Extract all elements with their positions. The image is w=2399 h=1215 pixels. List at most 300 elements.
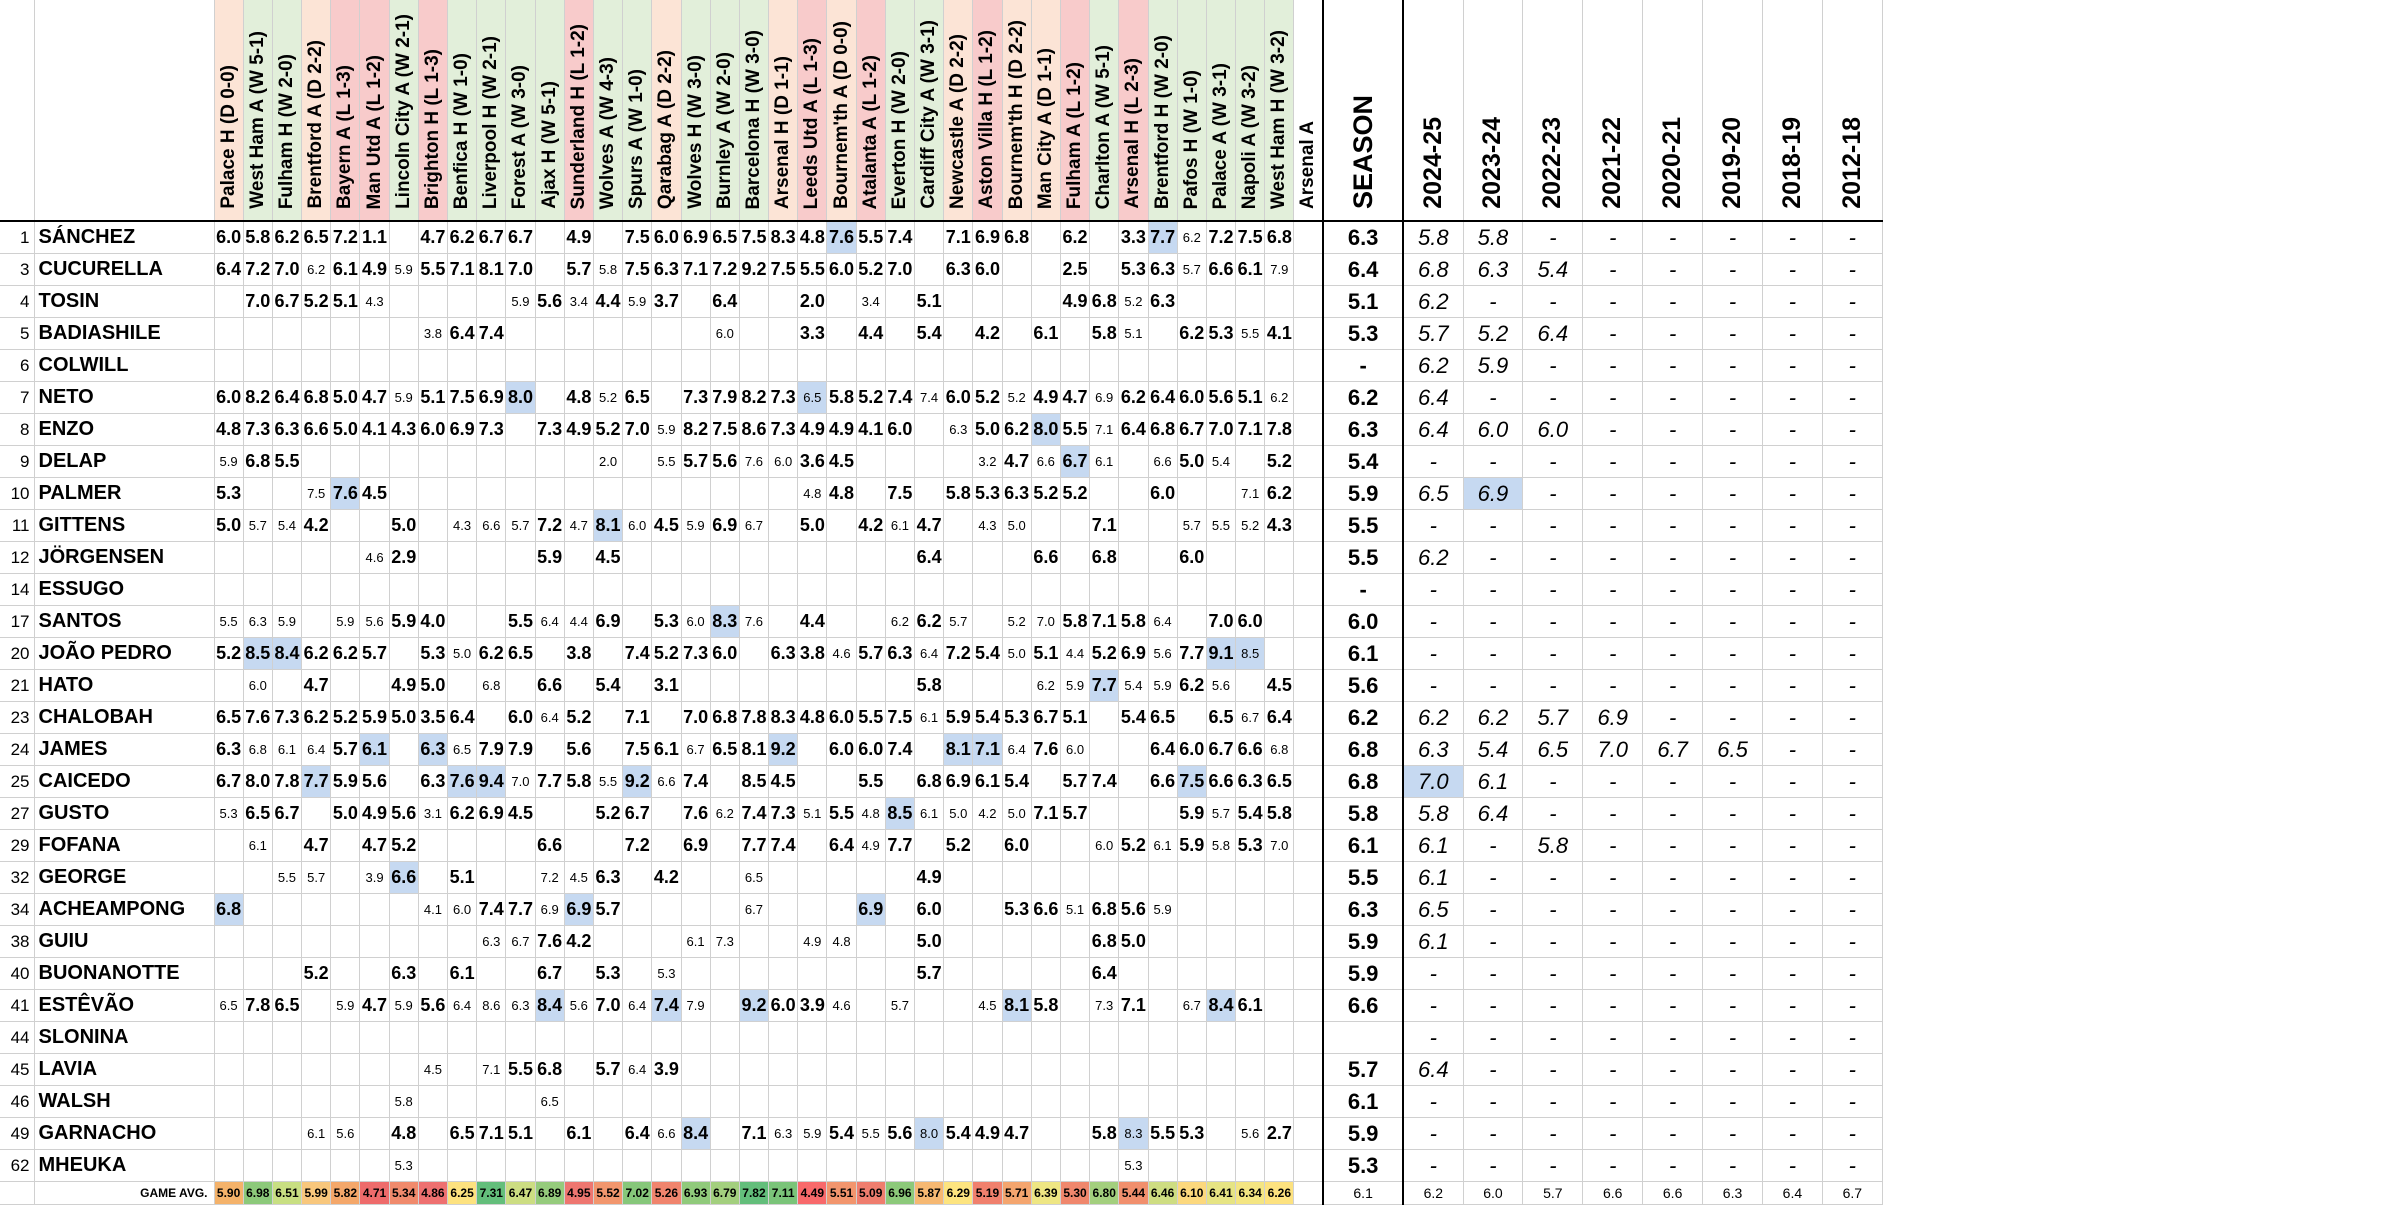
past-season-rating: - — [1583, 670, 1643, 702]
shirt-number: 24 — [0, 734, 34, 766]
match-rating — [243, 542, 272, 574]
past-season-rating: 6.3 — [1403, 734, 1463, 766]
year-label: 2021-22 — [1598, 117, 1627, 209]
game-average: 5.26 — [652, 1182, 681, 1205]
match-rating — [1294, 221, 1323, 254]
match-rating: 5.5 — [272, 862, 301, 894]
match-rating — [1119, 734, 1148, 766]
match-rating: 5.9 — [389, 254, 418, 286]
match-rating — [564, 830, 593, 862]
match-rating — [1090, 254, 1119, 286]
match-rating: 4.3 — [1265, 510, 1294, 542]
match-rating: 6.8 — [214, 894, 243, 926]
match-rating: 4.5 — [506, 798, 535, 830]
match-rating — [1236, 350, 1265, 382]
match-rating — [710, 990, 739, 1022]
game-label: Cardiff City A (W 3-1) — [918, 20, 940, 209]
match-rating — [710, 1086, 739, 1118]
table-row — [0, 958, 1882, 990]
match-rating — [1294, 894, 1323, 926]
past-season-rating: - — [1762, 318, 1822, 350]
match-rating: 7.3 — [769, 414, 798, 446]
match-rating — [1002, 1086, 1031, 1118]
past-season-rating: 6.2 — [1403, 350, 1463, 382]
player-name: ESTÊVÃO — [34, 990, 214, 1022]
match-rating — [769, 1150, 798, 1182]
match-rating: 4.6 — [827, 638, 856, 670]
match-rating — [1002, 1054, 1031, 1086]
match-rating — [331, 446, 360, 478]
match-rating — [681, 958, 710, 990]
match-rating — [1294, 1022, 1323, 1054]
match-rating — [535, 221, 564, 254]
match-rating: 5.0 — [1002, 510, 1031, 542]
match-rating: 4.5 — [769, 766, 798, 798]
match-rating — [739, 670, 768, 702]
match-rating — [1206, 350, 1235, 382]
shirt-number: 12 — [0, 542, 34, 574]
player-name: GUIU — [34, 926, 214, 958]
past-season-rating: 5.9 — [1463, 350, 1523, 382]
match-rating — [302, 926, 331, 958]
match-rating — [302, 990, 331, 1022]
match-rating — [1031, 1054, 1060, 1086]
match-rating: 8.2 — [681, 414, 710, 446]
match-rating: 7.3 — [681, 638, 710, 670]
match-rating — [1148, 990, 1177, 1022]
match-rating — [827, 574, 856, 606]
match-rating: 4.8 — [389, 1118, 418, 1150]
match-rating: 6.0 — [885, 414, 914, 446]
game-header — [477, 0, 506, 221]
match-rating — [477, 1022, 506, 1054]
match-rating: 6.6 — [389, 862, 418, 894]
past-season-rating: - — [1643, 478, 1703, 510]
match-rating — [243, 894, 272, 926]
match-rating: 5.0 — [331, 414, 360, 446]
match-rating — [1177, 1054, 1206, 1086]
match-rating — [302, 606, 331, 638]
match-rating: 5.5 — [827, 798, 856, 830]
match-rating: 6.3 — [389, 958, 418, 990]
match-rating: 5.3 — [1119, 254, 1148, 286]
match-rating — [1206, 286, 1235, 318]
match-rating: 6.3 — [1002, 478, 1031, 510]
past-season-rating: - — [1583, 830, 1643, 862]
match-rating — [944, 286, 973, 318]
match-rating — [1294, 702, 1323, 734]
past-season-rating: - — [1643, 350, 1703, 382]
match-rating: 4.3 — [360, 286, 389, 318]
match-rating — [1265, 958, 1294, 990]
match-rating: 6.7 — [623, 798, 652, 830]
match-rating — [681, 670, 710, 702]
match-rating — [1236, 1054, 1265, 1086]
match-rating: 6.0 — [827, 702, 856, 734]
match-rating — [1294, 734, 1323, 766]
match-rating: 4.4 — [1060, 638, 1089, 670]
match-rating: 5.9 — [1177, 798, 1206, 830]
match-rating: 2.0 — [798, 286, 827, 318]
match-rating: 6.2 — [1265, 478, 1294, 510]
match-rating — [856, 1054, 885, 1086]
match-rating: 6.0 — [448, 894, 477, 926]
match-rating: 6.3 — [506, 990, 535, 1022]
match-rating — [769, 862, 798, 894]
match-rating: 6.9 — [856, 894, 885, 926]
match-rating — [623, 606, 652, 638]
match-rating: 5.2 — [1002, 606, 1031, 638]
table-row — [0, 318, 1882, 350]
year-header — [1523, 0, 1583, 221]
match-rating — [448, 926, 477, 958]
match-rating — [710, 350, 739, 382]
match-rating: 6.2 — [710, 798, 739, 830]
game-average: 4.71 — [360, 1182, 389, 1205]
match-rating: 6.7 — [681, 734, 710, 766]
match-rating — [214, 286, 243, 318]
game-header — [652, 0, 681, 221]
past-season-rating: - — [1643, 221, 1703, 254]
match-rating — [885, 446, 914, 478]
game-header — [681, 0, 710, 221]
match-rating — [1177, 894, 1206, 926]
match-rating: 6.7 — [272, 286, 301, 318]
game-average: 6.96 — [885, 1182, 914, 1205]
match-rating — [243, 862, 272, 894]
match-rating: 5.8 — [944, 478, 973, 510]
match-rating — [1060, 1118, 1089, 1150]
match-rating — [769, 478, 798, 510]
match-rating: 6.2 — [1177, 318, 1206, 350]
match-rating — [448, 1086, 477, 1118]
match-rating: 6.5 — [798, 382, 827, 414]
past-season-average: 6.6 — [1643, 1182, 1703, 1205]
game-average: 6.39 — [1031, 1182, 1060, 1205]
match-rating — [535, 478, 564, 510]
match-rating: 6.1 — [652, 734, 681, 766]
shirt-number: 44 — [0, 1022, 34, 1054]
match-rating — [506, 478, 535, 510]
past-season-rating: - — [1703, 606, 1763, 638]
shirt-number: 29 — [0, 830, 34, 862]
game-average: 5.34 — [389, 1182, 418, 1205]
match-rating — [1177, 1150, 1206, 1182]
match-rating — [856, 1022, 885, 1054]
match-rating — [593, 221, 622, 254]
match-rating: 7.2 — [331, 221, 360, 254]
game-label: Bournem'th A (D 0-0) — [830, 21, 852, 209]
match-rating — [418, 574, 447, 606]
header-player-blank — [34, 0, 214, 221]
match-rating: 5.5 — [856, 766, 885, 798]
table-row — [0, 1054, 1882, 1086]
shirt-number: 45 — [0, 1054, 34, 1086]
match-rating: 5.7 — [564, 254, 593, 286]
match-rating — [769, 958, 798, 990]
player-name: WALSH — [34, 1086, 214, 1118]
match-rating — [915, 1022, 944, 1054]
match-rating: 5.3 — [1236, 830, 1265, 862]
match-rating: 4.2 — [564, 926, 593, 958]
match-rating: 6.3 — [418, 734, 447, 766]
match-rating: 7.4 — [885, 382, 914, 414]
match-rating — [302, 542, 331, 574]
match-rating: 6.4 — [710, 286, 739, 318]
match-rating — [944, 862, 973, 894]
match-rating: 6.3 — [418, 766, 447, 798]
match-rating: 6.5 — [1265, 766, 1294, 798]
match-rating: 4.3 — [973, 510, 1002, 542]
match-rating — [1294, 574, 1323, 606]
past-season-rating: - — [1643, 1150, 1703, 1182]
shirt-number: 1 — [0, 221, 34, 254]
match-rating: 7.4 — [915, 382, 944, 414]
match-rating: 6.6 — [535, 670, 564, 702]
match-rating: 6.7 — [739, 510, 768, 542]
match-rating: 7.2 — [1206, 221, 1235, 254]
match-rating — [1236, 1150, 1265, 1182]
match-rating — [1206, 894, 1235, 926]
match-rating: 5.5 — [214, 606, 243, 638]
match-rating: 7.4 — [885, 221, 914, 254]
match-rating: 6.2 — [302, 702, 331, 734]
match-rating — [915, 1054, 944, 1086]
match-rating — [506, 1150, 535, 1182]
match-rating: 4.9 — [973, 1118, 1002, 1150]
match-rating — [1090, 221, 1119, 254]
player-name: NETO — [34, 382, 214, 414]
match-rating — [1148, 926, 1177, 958]
past-season-rating: - — [1703, 254, 1763, 286]
game-header — [1148, 0, 1177, 221]
match-rating: 4.9 — [827, 414, 856, 446]
match-rating — [856, 478, 885, 510]
past-season-rating: - — [1403, 638, 1463, 670]
shirt-number: 23 — [0, 702, 34, 734]
past-season-rating: - — [1463, 1118, 1523, 1150]
past-season-rating: 6.2 — [1403, 542, 1463, 574]
match-rating — [623, 894, 652, 926]
match-rating — [944, 990, 973, 1022]
past-season-rating: - — [1703, 894, 1763, 926]
match-rating: 6.5 — [623, 382, 652, 414]
match-rating: 7.3 — [1090, 990, 1119, 1022]
past-season-rating: 7.0 — [1403, 766, 1463, 798]
match-rating — [243, 1086, 272, 1118]
match-rating: 7.7 — [302, 766, 331, 798]
match-rating — [681, 894, 710, 926]
match-rating: 4.1 — [360, 414, 389, 446]
match-rating — [564, 446, 593, 478]
match-rating — [973, 862, 1002, 894]
match-rating — [535, 1150, 564, 1182]
past-season-rating: - — [1583, 958, 1643, 990]
match-rating: 5.8 — [1119, 606, 1148, 638]
game-header — [623, 0, 652, 221]
match-rating — [1265, 350, 1294, 382]
match-rating — [1119, 798, 1148, 830]
match-rating: 4.9 — [1060, 286, 1089, 318]
match-rating — [593, 478, 622, 510]
match-rating — [623, 350, 652, 382]
match-rating: 6.2 — [448, 221, 477, 254]
match-rating — [535, 1022, 564, 1054]
match-rating — [1236, 670, 1265, 702]
past-season-rating: 5.4 — [1523, 254, 1583, 286]
match-rating: 5.5 — [1236, 318, 1265, 350]
match-rating — [798, 1022, 827, 1054]
match-rating: 6.1 — [564, 1118, 593, 1150]
match-rating: 6.3 — [243, 606, 272, 638]
match-rating — [1031, 1150, 1060, 1182]
past-season-rating: - — [1403, 1086, 1463, 1118]
match-rating — [1090, 478, 1119, 510]
match-rating — [623, 862, 652, 894]
match-rating: 5.0 — [331, 798, 360, 830]
match-rating — [448, 1022, 477, 1054]
past-season-rating: 5.7 — [1523, 702, 1583, 734]
match-rating — [389, 926, 418, 958]
match-rating: 8.5 — [739, 766, 768, 798]
match-rating: 6.4 — [1148, 382, 1177, 414]
past-season-rating: - — [1762, 286, 1822, 318]
match-rating — [1294, 510, 1323, 542]
match-rating — [623, 542, 652, 574]
past-season-rating: - — [1822, 766, 1882, 798]
match-rating: 6.5 — [302, 221, 331, 254]
match-rating — [915, 350, 944, 382]
match-rating: 7.1 — [973, 734, 1002, 766]
match-rating: 5.3 — [418, 638, 447, 670]
match-rating: 6.4 — [272, 382, 301, 414]
match-rating — [1002, 286, 1031, 318]
past-season-rating: - — [1583, 478, 1643, 510]
match-rating — [1031, 1086, 1060, 1118]
season-rating: 5.3 — [1323, 1150, 1403, 1182]
past-season-rating: - — [1762, 382, 1822, 414]
past-season-rating: - — [1463, 894, 1523, 926]
match-rating: 5.0 — [448, 638, 477, 670]
past-season-rating: - — [1463, 606, 1523, 638]
match-rating: 8.3 — [769, 702, 798, 734]
game-average: 5.99 — [302, 1182, 331, 1205]
match-rating: 6.1 — [1148, 830, 1177, 862]
table-row — [0, 926, 1882, 958]
match-rating — [944, 958, 973, 990]
shirt-number: 6 — [0, 350, 34, 382]
match-rating — [448, 1150, 477, 1182]
match-rating — [769, 606, 798, 638]
game-average: 7.82 — [739, 1182, 768, 1205]
match-rating — [652, 574, 681, 606]
table-row — [0, 542, 1882, 574]
match-rating — [1148, 1150, 1177, 1182]
match-rating: 6.8 — [710, 702, 739, 734]
match-rating — [564, 350, 593, 382]
match-rating: 4.7 — [564, 510, 593, 542]
match-rating — [564, 1086, 593, 1118]
match-rating — [973, 670, 1002, 702]
match-rating: 6.9 — [448, 414, 477, 446]
match-rating — [973, 1022, 1002, 1054]
match-rating: 3.9 — [652, 1054, 681, 1086]
match-rating — [506, 414, 535, 446]
match-rating: 7.3 — [272, 702, 301, 734]
match-rating: 4.1 — [418, 894, 447, 926]
match-rating — [623, 926, 652, 958]
match-rating — [331, 542, 360, 574]
match-rating — [1148, 862, 1177, 894]
match-rating — [856, 670, 885, 702]
match-rating: 7.4 — [1090, 766, 1119, 798]
match-rating — [360, 926, 389, 958]
match-rating: 5.1 — [1119, 318, 1148, 350]
match-rating: 6.3 — [769, 638, 798, 670]
match-rating: 5.7 — [331, 734, 360, 766]
match-rating — [360, 1086, 389, 1118]
match-rating: 8.1 — [944, 734, 973, 766]
match-rating: 5.0 — [944, 798, 973, 830]
match-rating: 5.7 — [360, 638, 389, 670]
match-rating: 6.0 — [681, 606, 710, 638]
game-header — [1294, 0, 1323, 221]
match-rating — [1090, 798, 1119, 830]
table-row — [0, 510, 1882, 542]
match-rating: 4.5 — [973, 990, 1002, 1022]
match-rating: 6.9 — [710, 510, 739, 542]
match-rating — [302, 1022, 331, 1054]
match-rating — [564, 958, 593, 990]
match-rating — [1060, 1022, 1089, 1054]
match-rating — [1090, 1022, 1119, 1054]
match-rating — [1265, 1086, 1294, 1118]
match-rating: 8.6 — [477, 990, 506, 1022]
match-rating — [681, 574, 710, 606]
match-rating: 7.1 — [1090, 510, 1119, 542]
match-rating: 6.0 — [827, 254, 856, 286]
match-rating — [360, 350, 389, 382]
match-rating: 8.3 — [769, 221, 798, 254]
match-rating: 3.4 — [564, 286, 593, 318]
match-rating — [1060, 990, 1089, 1022]
match-rating — [973, 350, 1002, 382]
match-rating: 7.8 — [739, 702, 768, 734]
past-season-rating: - — [1523, 670, 1583, 702]
game-label: Brentford H (W 2-0) — [1151, 34, 1173, 209]
past-season-average: 6.0 — [1463, 1182, 1523, 1205]
shirt-number: 46 — [0, 1086, 34, 1118]
past-season-rating: 5.2 — [1463, 318, 1523, 350]
game-label: Napoli A (W 3-2) — [1239, 64, 1261, 209]
match-rating — [331, 574, 360, 606]
match-rating: 5.5 — [856, 702, 885, 734]
match-rating — [214, 926, 243, 958]
past-season-rating: - — [1762, 830, 1822, 862]
match-rating — [973, 606, 1002, 638]
match-rating — [1002, 862, 1031, 894]
match-rating: 5.5 — [506, 1054, 535, 1086]
game-header — [1031, 0, 1060, 221]
game-label: Aston Villa H (L 1-2) — [976, 30, 998, 209]
match-rating — [739, 542, 768, 574]
match-rating — [360, 318, 389, 350]
match-rating — [477, 1086, 506, 1118]
match-rating: 6.4 — [623, 1118, 652, 1150]
match-rating: 7.3 — [710, 926, 739, 958]
match-rating: 6.9 — [1119, 638, 1148, 670]
past-season-rating: - — [1762, 254, 1822, 286]
